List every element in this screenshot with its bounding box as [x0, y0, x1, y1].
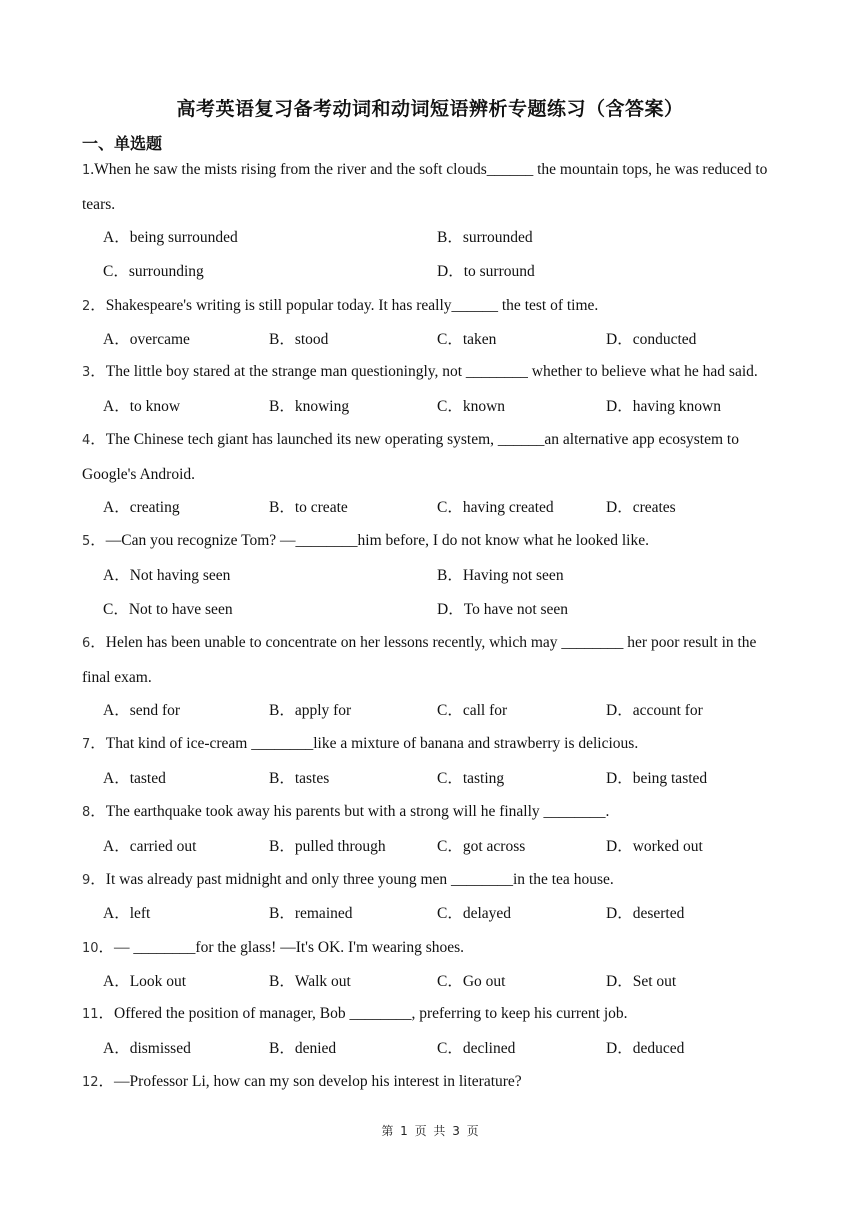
question-9 — [82, 863, 782, 898]
option-b[interactable]: B．knowing — [269, 398, 350, 415]
question-text: ．—Can you recognize Tom? —________him before, I do not know what he looked like. — [90, 532, 649, 549]
question-number: 1 — [82, 163, 91, 178]
option-a[interactable]: A．left — [103, 905, 151, 922]
options-row — [103, 830, 783, 864]
option-d[interactable]: D．creates — [606, 499, 676, 516]
question-12 — [82, 1065, 782, 1100]
option-c[interactable]: C．known — [437, 398, 506, 415]
option-a[interactable]: A．being surrounded — [103, 229, 238, 246]
question-6 — [82, 626, 782, 695]
question-number: 5 — [82, 534, 91, 549]
document-title: 高考英语复习备考动词和动词短语辨析专题练习（含答案） — [176, 98, 684, 120]
question-number: 6 — [82, 636, 91, 651]
question-8 — [82, 795, 782, 830]
options-row — [103, 965, 783, 999]
option-a[interactable]: A．dismissed — [103, 1040, 191, 1057]
question-text: ．Helen has been unable to concentrate on her lessons recently, which may ________ her poor result in the final exam. — [82, 634, 757, 686]
question-text: ．The earthquake took away his parents but with a strong will he finally ________. — [90, 803, 610, 820]
options-row — [103, 593, 783, 627]
question-text: ．That kind of ice-cream ________like a mixture of banana and strawberry is delicious. — [90, 735, 639, 752]
option-a[interactable]: A．tasted — [103, 770, 166, 787]
option-d[interactable]: D．To have not seen — [437, 601, 569, 618]
option-a[interactable]: A．creating — [103, 499, 180, 516]
question-number: 8 — [82, 805, 91, 820]
option-a[interactable]: A．Look out — [103, 973, 187, 990]
option-d[interactable]: D．having known — [606, 398, 721, 415]
question-number: 9 — [82, 873, 91, 888]
options-row — [103, 1032, 783, 1066]
option-c[interactable]: C．call for — [437, 702, 508, 719]
option-b[interactable]: B．denied — [269, 1040, 337, 1057]
option-c[interactable]: C．declined — [437, 1040, 516, 1057]
question-text: ．The Chinese tech giant has launched its new operating system, ______an alternative app ecosystem to Google's Android. — [82, 431, 739, 483]
question-2 — [82, 289, 782, 324]
option-c[interactable]: C．tasting — [437, 770, 505, 787]
option-d[interactable]: D．Set out — [606, 973, 677, 990]
options-row — [103, 255, 783, 289]
option-d[interactable]: D．deduced — [606, 1040, 685, 1057]
option-c[interactable]: C．Go out — [437, 973, 506, 990]
option-c[interactable]: C．having created — [437, 499, 554, 516]
options-row — [103, 762, 783, 796]
question-number: 2 — [82, 299, 91, 314]
question-number: 12 — [82, 1075, 99, 1090]
options-row — [103, 221, 783, 255]
question-text: ．—Professor Li, how can my son develop his interest in literature? — [98, 1073, 522, 1090]
options-row — [103, 897, 783, 931]
option-a[interactable]: A．send for — [103, 702, 181, 719]
option-d[interactable]: D．deserted — [606, 905, 685, 922]
section-heading: 一、单选题 — [82, 134, 163, 153]
question-text: ．It was already past midnight and only three young men ________in the tea house. — [90, 871, 614, 888]
question-5 — [82, 524, 782, 559]
option-b[interactable]: B．remained — [269, 905, 353, 922]
question-number: 10 — [82, 941, 99, 956]
option-a[interactable]: A．carried out — [103, 838, 197, 855]
question-text: ．— ________for the glass! —It's OK. I'm wearing shoes. — [98, 939, 465, 956]
option-b[interactable]: B．to create — [269, 499, 348, 516]
option-c[interactable]: C．taken — [437, 331, 497, 348]
options-row — [103, 694, 783, 728]
question-text: .When he saw the mists rising from the river and the soft clouds______ the mountain tops, he was reduced to tears. — [82, 161, 768, 213]
option-c[interactable]: C．got across — [437, 838, 526, 855]
option-b[interactable]: B．Having not seen — [437, 567, 564, 584]
question-11 — [82, 997, 782, 1032]
option-d[interactable]: D．conducted — [606, 331, 697, 348]
question-text: ．The little boy stared at the strange man questioningly, not ________ whether to believe what he had said. — [90, 363, 758, 380]
options-row — [103, 491, 783, 525]
question-number: 11 — [82, 1007, 99, 1022]
option-b[interactable]: B．stood — [269, 331, 329, 348]
question-3 — [82, 355, 782, 390]
options-row — [103, 323, 783, 357]
option-d[interactable]: D．worked out — [606, 838, 703, 855]
option-b[interactable]: B．apply for — [269, 702, 352, 719]
option-c[interactable]: C．Not to have seen — [103, 601, 233, 618]
question-number: 7 — [82, 737, 91, 752]
option-b[interactable]: B．pulled through — [269, 838, 386, 855]
question-text: ．Shakespeare's writing is still popular today. It has really______ the test of time. — [90, 297, 599, 314]
option-c[interactable]: C．surrounding — [103, 263, 204, 280]
question-number: 3 — [82, 365, 91, 380]
question-1 — [82, 153, 782, 222]
option-b[interactable]: B．tastes — [269, 770, 330, 787]
option-b[interactable]: B．Walk out — [269, 973, 351, 990]
question-text: ．Offered the position of manager, Bob ________, preferring to keep his current job. — [98, 1005, 628, 1022]
options-row — [103, 559, 783, 593]
option-a[interactable]: A．Not having seen — [103, 567, 231, 584]
option-d[interactable]: D．account for — [606, 702, 703, 719]
options-row — [103, 390, 783, 424]
question-7 — [82, 727, 782, 762]
question-4 — [82, 423, 782, 492]
option-d[interactable]: D．being tasted — [606, 770, 708, 787]
question-10 — [82, 931, 782, 966]
option-c[interactable]: C．delayed — [437, 905, 512, 922]
option-d[interactable]: D．to surround — [437, 263, 535, 280]
option-a[interactable]: A．overcame — [103, 331, 190, 348]
option-a[interactable]: A．to know — [103, 398, 181, 415]
option-b[interactable]: B．surrounded — [437, 229, 533, 246]
question-number: 4 — [82, 433, 91, 448]
page-footer: 第 1 页 共 3 页 — [381, 1124, 479, 1138]
